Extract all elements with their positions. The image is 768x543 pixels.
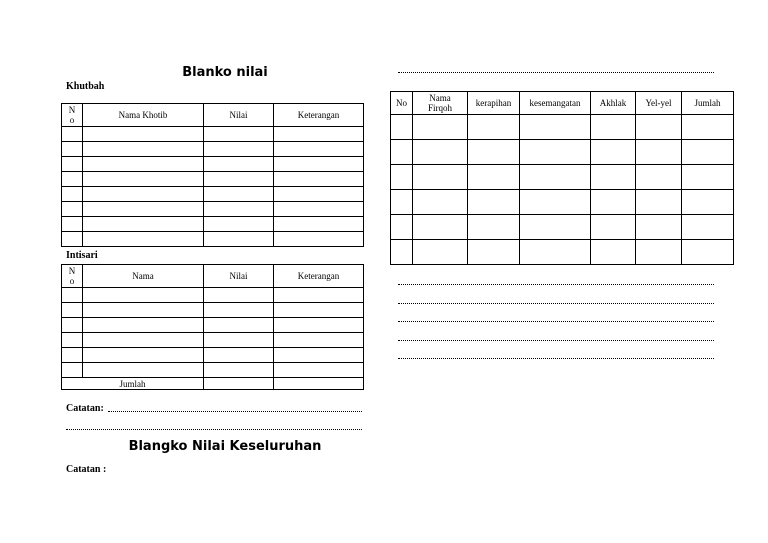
table-cell bbox=[682, 190, 734, 215]
table-cell bbox=[62, 288, 83, 303]
table-row bbox=[62, 288, 364, 303]
table-row bbox=[62, 142, 364, 157]
table-cell bbox=[204, 303, 274, 318]
table-cell bbox=[204, 318, 274, 333]
table-cell bbox=[520, 165, 591, 190]
table-row bbox=[62, 202, 364, 217]
col-header-no: N o bbox=[62, 104, 83, 127]
table-row bbox=[391, 190, 734, 215]
table-row bbox=[391, 165, 734, 190]
col-header-keterangan: Keterangan bbox=[274, 104, 364, 127]
table-cell bbox=[204, 172, 274, 187]
table-cell bbox=[62, 202, 83, 217]
table-cell bbox=[62, 127, 83, 142]
table-cell bbox=[591, 240, 636, 265]
section-label-khutbah: Khutbah bbox=[66, 81, 105, 92]
table-row bbox=[62, 333, 364, 348]
table-cell bbox=[83, 127, 204, 142]
table-cell bbox=[204, 288, 274, 303]
table-row bbox=[391, 115, 734, 140]
col-header-nama-firqoh: Nama Firqoh bbox=[413, 92, 468, 115]
table-row bbox=[62, 303, 364, 318]
table-cell bbox=[636, 165, 682, 190]
table-cell bbox=[204, 202, 274, 217]
table-cell bbox=[62, 232, 83, 247]
table-cell bbox=[682, 165, 734, 190]
table-cell bbox=[413, 165, 468, 190]
table-cell bbox=[591, 115, 636, 140]
table-cell bbox=[391, 165, 413, 190]
table-cell bbox=[83, 217, 204, 232]
table-cell bbox=[520, 190, 591, 215]
table-cell bbox=[636, 215, 682, 240]
table-cell bbox=[391, 190, 413, 215]
table-cell bbox=[391, 115, 413, 140]
table-row bbox=[62, 172, 364, 187]
table-cell bbox=[274, 187, 364, 202]
table-cell bbox=[520, 215, 591, 240]
table-cell bbox=[468, 240, 520, 265]
table-cell bbox=[204, 127, 274, 142]
table-footer-row bbox=[62, 378, 364, 390]
firqoh-table bbox=[390, 91, 734, 265]
table-cell bbox=[62, 172, 83, 187]
dotted-line bbox=[398, 358, 714, 359]
catatan-dotted-line-2 bbox=[66, 429, 362, 430]
table-cell bbox=[83, 318, 204, 333]
table-cell bbox=[413, 115, 468, 140]
table-cell bbox=[591, 215, 636, 240]
jumlah-label: Jumlah bbox=[62, 378, 204, 390]
table-cell bbox=[591, 140, 636, 165]
table-header-row bbox=[62, 265, 364, 288]
table-cell bbox=[62, 217, 83, 232]
col-header-no: N o bbox=[62, 265, 83, 288]
table-cell bbox=[274, 217, 364, 232]
table-cell bbox=[274, 127, 364, 142]
catatan-dotted-line bbox=[108, 411, 362, 412]
table-cell bbox=[636, 140, 682, 165]
table-cell bbox=[204, 187, 274, 202]
table-cell bbox=[274, 348, 364, 363]
table-cell bbox=[682, 140, 734, 165]
table-cell bbox=[62, 157, 83, 172]
table-cell bbox=[204, 217, 274, 232]
table-cell bbox=[520, 140, 591, 165]
table-cell bbox=[62, 333, 83, 348]
table-cell bbox=[274, 333, 364, 348]
page-title: Blanko nilai bbox=[182, 65, 268, 80]
khutbah-table bbox=[61, 103, 364, 247]
summary-title: Blangko Nilai Keseluruhan bbox=[128, 439, 322, 454]
table-cell bbox=[591, 190, 636, 215]
top-dotted-line bbox=[398, 72, 714, 73]
table-cell bbox=[274, 157, 364, 172]
table-cell bbox=[391, 215, 413, 240]
table-cell bbox=[83, 333, 204, 348]
table-cell bbox=[520, 240, 591, 265]
table-cell bbox=[274, 232, 364, 247]
table-cell bbox=[413, 190, 468, 215]
table-row bbox=[62, 127, 364, 142]
table-cell bbox=[83, 348, 204, 363]
dotted-line bbox=[398, 321, 714, 322]
table-cell bbox=[62, 318, 83, 333]
table-cell bbox=[62, 363, 83, 378]
table-cell bbox=[83, 142, 204, 157]
table-cell bbox=[204, 157, 274, 172]
dotted-line bbox=[398, 303, 714, 304]
table-cell bbox=[468, 165, 520, 190]
col-header-nilai: Nilai bbox=[204, 265, 274, 288]
table-row bbox=[391, 215, 734, 240]
table-row bbox=[62, 232, 364, 247]
table-cell bbox=[274, 303, 364, 318]
table-cell bbox=[391, 140, 413, 165]
table-cell bbox=[636, 240, 682, 265]
col-header-jumlah: Jumlah bbox=[682, 92, 734, 115]
table-row bbox=[62, 318, 364, 333]
catatan-label: Catatan: bbox=[66, 403, 104, 414]
table-cell bbox=[83, 232, 204, 247]
table-cell bbox=[682, 115, 734, 140]
table-cell bbox=[204, 142, 274, 157]
table-cell bbox=[83, 202, 204, 217]
table-cell bbox=[413, 215, 468, 240]
table-cell bbox=[413, 140, 468, 165]
table-cell bbox=[468, 140, 520, 165]
table-cell bbox=[591, 165, 636, 190]
table-header-row bbox=[391, 92, 734, 115]
table-cell bbox=[274, 318, 364, 333]
table-cell bbox=[520, 115, 591, 140]
col-header-nama-khotib: Nama Khotib bbox=[83, 104, 204, 127]
dotted-line bbox=[398, 284, 714, 285]
section-label-intisari: Intisari bbox=[66, 250, 98, 261]
table-row bbox=[391, 140, 734, 165]
table-row bbox=[62, 217, 364, 232]
table-cell bbox=[274, 202, 364, 217]
table-cell bbox=[62, 142, 83, 157]
col-header-keterangan: Keterangan bbox=[274, 265, 364, 288]
table-cell bbox=[62, 303, 83, 318]
table-cell bbox=[391, 240, 413, 265]
jumlah-keterangan-cell bbox=[274, 378, 364, 390]
table-cell bbox=[682, 215, 734, 240]
col-header-nilai: Nilai bbox=[204, 104, 274, 127]
table-cell bbox=[274, 363, 364, 378]
table-row bbox=[62, 187, 364, 202]
table-row bbox=[62, 363, 364, 378]
intisari-table bbox=[61, 264, 364, 390]
col-header-nama: Nama bbox=[83, 265, 204, 288]
table-cell bbox=[413, 240, 468, 265]
table-cell bbox=[83, 303, 204, 318]
table-cell bbox=[83, 172, 204, 187]
table-cell bbox=[83, 363, 204, 378]
table-cell bbox=[204, 333, 274, 348]
table-cell bbox=[83, 288, 204, 303]
jumlah-nilai-cell bbox=[204, 378, 274, 390]
col-header-kerapihan: kerapihan bbox=[468, 92, 520, 115]
col-header-kesemangatan: kesemangatan bbox=[520, 92, 591, 115]
table-cell bbox=[204, 348, 274, 363]
dotted-line bbox=[398, 340, 714, 341]
col-header-no: No bbox=[391, 92, 413, 115]
table-cell bbox=[83, 187, 204, 202]
catatan-2-label: Catatan : bbox=[66, 464, 107, 475]
table-cell bbox=[274, 142, 364, 157]
table-cell bbox=[468, 115, 520, 140]
table-cell bbox=[468, 215, 520, 240]
table-row bbox=[391, 240, 734, 265]
table-cell bbox=[636, 115, 682, 140]
table-row bbox=[62, 348, 364, 363]
table-cell bbox=[204, 232, 274, 247]
table-row bbox=[62, 157, 364, 172]
table-cell bbox=[274, 172, 364, 187]
table-cell bbox=[62, 348, 83, 363]
table-cell bbox=[636, 190, 682, 215]
table-cell bbox=[62, 187, 83, 202]
table-cell bbox=[83, 157, 204, 172]
col-header-yel-yel: Yel-yel bbox=[636, 92, 682, 115]
table-cell bbox=[468, 190, 520, 215]
table-header-row bbox=[62, 104, 364, 127]
table-cell bbox=[682, 240, 734, 265]
table-cell bbox=[274, 288, 364, 303]
col-header-akhlak: Akhlak bbox=[591, 92, 636, 115]
table-cell bbox=[204, 363, 274, 378]
